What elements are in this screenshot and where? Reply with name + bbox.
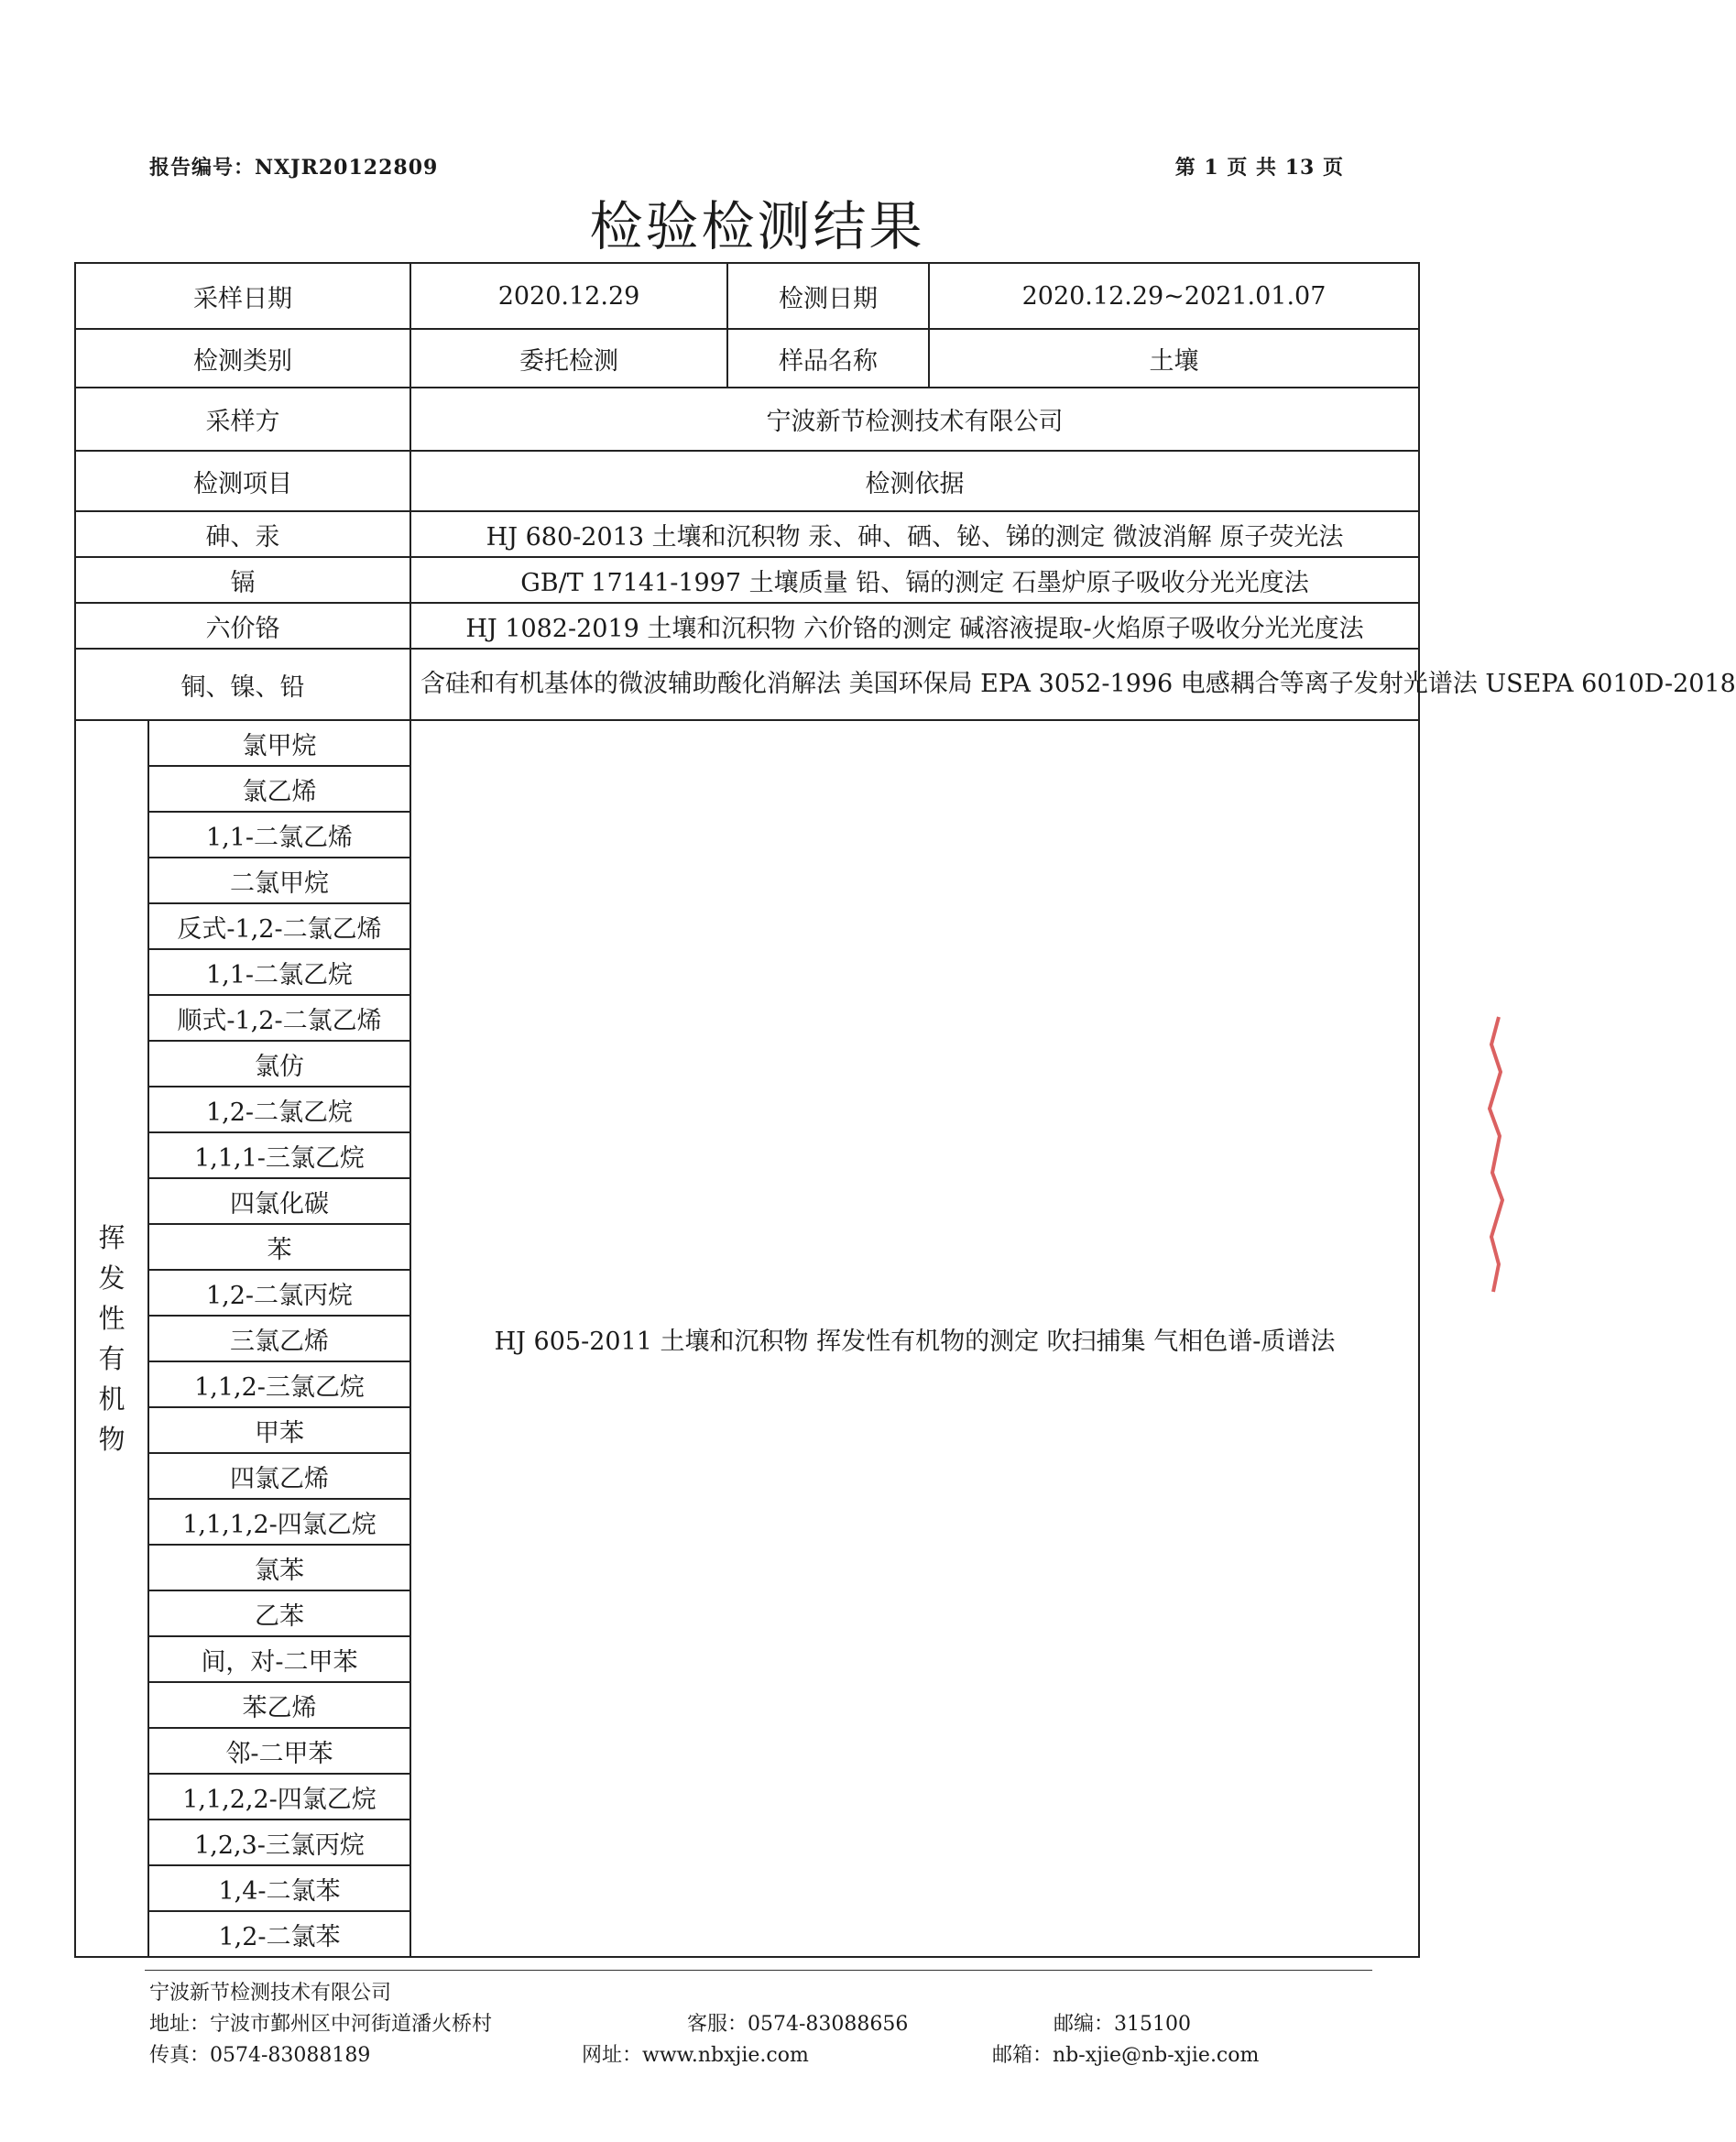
voc-item: 四氯化碳: [148, 1178, 410, 1224]
method-row: [75, 649, 1419, 720]
results-table: [74, 262, 1736, 1958]
seal-edge-stamp: [1486, 1017, 1504, 1292]
method-basis: HJ 1082-2019 土壤和沉积物 六价铬的测定 碱溶液提取-火焰原子吸收分光光度法: [410, 603, 1419, 649]
voc-item: 1,1,2,2-四氯乙烷: [148, 1774, 410, 1820]
method-basis: HJ 680-2013 土壤和沉积物 汞、砷、硒、铋、锑的测定 微波消解 原子荧光法: [410, 511, 1419, 557]
voc-item: 二氯甲烷: [148, 858, 410, 903]
voc-item: 苯: [148, 1224, 410, 1270]
voc-item: 1,4-二氯苯: [148, 1865, 410, 1911]
voc-item: 间，对-二甲苯: [148, 1636, 410, 1682]
voc-item: 1,2-二氯丙烷: [148, 1270, 410, 1316]
voc-item: 苯乙烯: [148, 1682, 410, 1728]
voc-item: 氯仿: [148, 1041, 410, 1087]
voc-item: 氯甲烷: [148, 720, 410, 766]
voc-item: 甲苯: [148, 1407, 410, 1453]
sampler-value: 宁波新节检测技术有限公司: [410, 388, 1419, 451]
voc-item: 1,2,3-三氯丙烷: [148, 1820, 410, 1865]
footer-email: 邮箱：nb-xjie@nb-xjie.com: [992, 2044, 1260, 2067]
sampling-date-value: 2020.12.29: [410, 263, 727, 329]
voc-item: 1,2-二氯苯: [148, 1911, 410, 1957]
test-date-label: 检测日期: [727, 263, 929, 329]
footer-postcode: 邮编：315100: [1054, 2013, 1191, 2036]
voc-item: 氯乙烯: [148, 766, 410, 812]
voc-item: 三氯乙烯: [148, 1316, 410, 1361]
voc-item: 氯苯: [148, 1545, 410, 1590]
sample-name-value: 土壤: [929, 329, 1419, 388]
page-title: 检验检测结果: [589, 195, 925, 257]
page-indicator: 第 1 页 共 13 页: [1174, 156, 1344, 180]
test-date-value: 2020.12.29~2021.01.07: [929, 263, 1419, 329]
method-row: [75, 511, 1419, 557]
method-item: 砷、汞: [75, 511, 410, 557]
info-row: [75, 388, 1419, 451]
voc-item: 乙苯: [148, 1590, 410, 1636]
sampling-date-label: 采样日期: [75, 263, 410, 329]
footer-website: 网址：www.nbxjie.com: [582, 2044, 809, 2067]
info-row: [75, 263, 1419, 329]
voc-item: 反式-1,2-二氯乙烯: [148, 903, 410, 949]
voc-item: 1,1-二氯乙烷: [148, 949, 410, 995]
report-number: 报告编号：NXJR20122809: [149, 156, 439, 180]
info-row: [75, 329, 1419, 388]
voc-item: 四氯乙烯: [148, 1453, 410, 1499]
voc-row: [75, 720, 1419, 766]
voc-item: 顺式-1,2-二氯乙烯: [148, 995, 410, 1041]
voc-item: 1,1-二氯乙烯: [148, 812, 410, 858]
footer-address: 地址：宁波市鄞州区中河街道潘火桥村: [149, 2013, 493, 2036]
basis-header: 检测依据: [410, 451, 1419, 511]
footer-service: 客服：0574-83088656: [687, 2013, 909, 2036]
voc-category-label: 挥发性有机物: [98, 1222, 126, 1455]
voc-item: 1,2-二氯乙烷: [148, 1087, 410, 1132]
method-basis: 含硅和有机基体的微波辅助酸化消解法 美国环保局 EPA 3052-1996 电感耦合等离子发射光谱法 USEPA 6010D-2018: [410, 649, 1419, 720]
method-item: 六价铬: [75, 603, 410, 649]
sampler-label: 采样方: [75, 388, 410, 451]
voc-basis: HJ 605-2011 土壤和沉积物 挥发性有机物的测定 吹扫捕集 气相色谱-质谱法: [410, 720, 1419, 1957]
voc-item: 邻-二甲苯: [148, 1728, 410, 1774]
item-header: 检测项目: [75, 451, 410, 511]
voc-item: 1,1,1,2-四氯乙烷: [148, 1499, 410, 1545]
footer-company: 宁波新节检测技术有限公司: [149, 1982, 392, 2005]
test-type-label: 检测类别: [75, 329, 410, 388]
voc-item: 1,1,1-三氯乙烷: [148, 1132, 410, 1178]
method-row: [75, 603, 1419, 649]
method-row: [75, 557, 1419, 603]
test-type-value: 委托检测: [410, 329, 727, 388]
method-item: 铜、镍、铅: [75, 649, 410, 720]
footer-divider: [145, 1970, 1372, 1971]
footer-fax: 传真：0574-83088189: [149, 2044, 371, 2067]
sample-name-label: 样品名称: [727, 329, 929, 388]
table-header-row: [75, 451, 1419, 511]
voc-category: [75, 720, 148, 1957]
method-item: 镉: [75, 557, 410, 603]
voc-item: 1,1,2-三氯乙烷: [148, 1361, 410, 1407]
method-basis: GB/T 17141-1997 土壤质量 铅、镉的测定 石墨炉原子吸收分光光度法: [410, 557, 1419, 603]
